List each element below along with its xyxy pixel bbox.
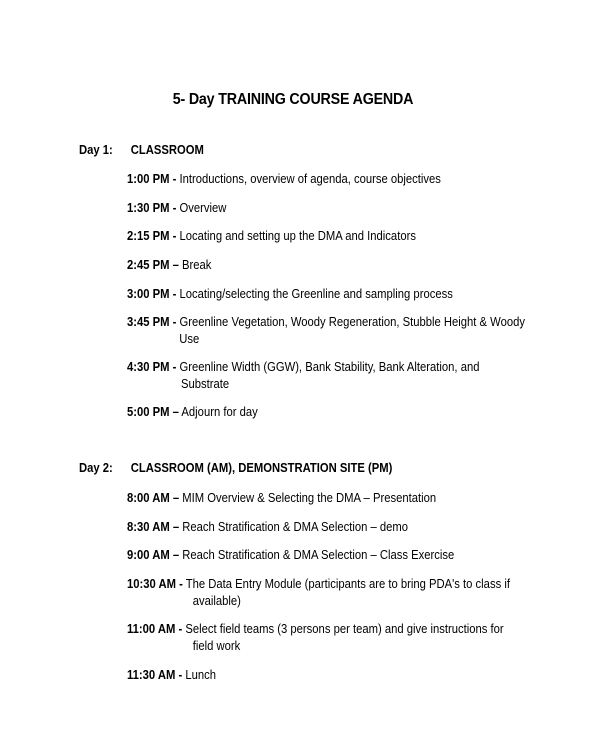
day-2-header [79, 461, 392, 475]
agenda-item [127, 257, 523, 274]
agenda-time: 11:30 AM - [127, 668, 183, 682]
agenda-item [127, 171, 523, 188]
agenda-text: Reach Stratification & DMA Selection – Class Exercise [182, 548, 455, 562]
day-label: Day 2: [79, 461, 113, 475]
agenda-time: 4:30 PM - [127, 360, 177, 374]
agenda-text: Adjourn for day [181, 405, 258, 419]
agenda-time: 3:45 PM - [127, 315, 177, 329]
agenda-item [127, 404, 523, 421]
agenda-text-continued: available) [192, 594, 241, 608]
agenda-item [127, 228, 523, 245]
agenda-text: Reach Stratification & DMA Selection – demo [182, 520, 408, 534]
agenda-time: 1:00 PM - [127, 172, 177, 186]
agenda-time: 8:00 AM – [127, 491, 180, 505]
agenda-text-continued: Use [179, 332, 200, 346]
agenda-time: 11:00 AM - [127, 622, 183, 636]
agenda-time: 8:30 AM – [127, 520, 180, 534]
agenda-item [127, 576, 523, 610]
agenda-time: 5:00 PM – [127, 405, 179, 419]
agenda-item [127, 359, 523, 393]
agenda-item [127, 667, 523, 684]
day-heading: CLASSROOM (AM), DEMONSTRATION SITE (PM) [130, 461, 393, 475]
agenda-text: The Data Entry Module (participants are to bring PDA's to class if [185, 577, 510, 591]
agenda-item [127, 621, 523, 655]
page-title: 5- Day TRAINING COURSE AGENDA [172, 91, 414, 108]
agenda-text: Break [182, 258, 212, 272]
agenda-text-continued: Substrate [181, 377, 230, 391]
agenda-item [127, 547, 523, 564]
agenda-text: Overview [179, 201, 227, 215]
agenda-item [127, 286, 523, 303]
day-1-header [79, 143, 204, 157]
agenda-text-continued: field work [192, 639, 241, 653]
agenda-item [127, 314, 523, 348]
agenda-text: Greenline Width (GGW), Bank Stability, Bank Alteration, and [179, 360, 480, 374]
agenda-time: 2:15 PM - [127, 229, 177, 243]
agenda-time: 3:00 PM - [127, 287, 177, 301]
agenda-time: 10:30 AM - [127, 577, 183, 591]
agenda-time: 2:45 PM – [127, 258, 179, 272]
agenda-item [127, 200, 523, 217]
agenda-text: MIM Overview & Selecting the DMA – Presentation [182, 491, 437, 505]
day-heading: CLASSROOM [130, 143, 204, 157]
day-label: Day 1: [79, 143, 113, 157]
agenda-time: 1:30 PM - [127, 201, 177, 215]
agenda-text: Locating and setting up the DMA and Indicators [179, 229, 416, 243]
agenda-text: Introductions, overview of agenda, course objectives [179, 172, 441, 186]
agenda-text: Greenline Vegetation, Woody Regeneration, Stubble Height & Woody [179, 315, 525, 329]
agenda-item [127, 490, 523, 507]
agenda-time: 9:00 AM – [127, 548, 180, 562]
agenda-text: Locating/selecting the Greenline and sampling process [179, 287, 453, 301]
agenda-item [127, 519, 523, 536]
agenda-text: Select field teams (3 persons per team) and give instructions for [185, 622, 504, 636]
agenda-text: Lunch [185, 668, 217, 682]
